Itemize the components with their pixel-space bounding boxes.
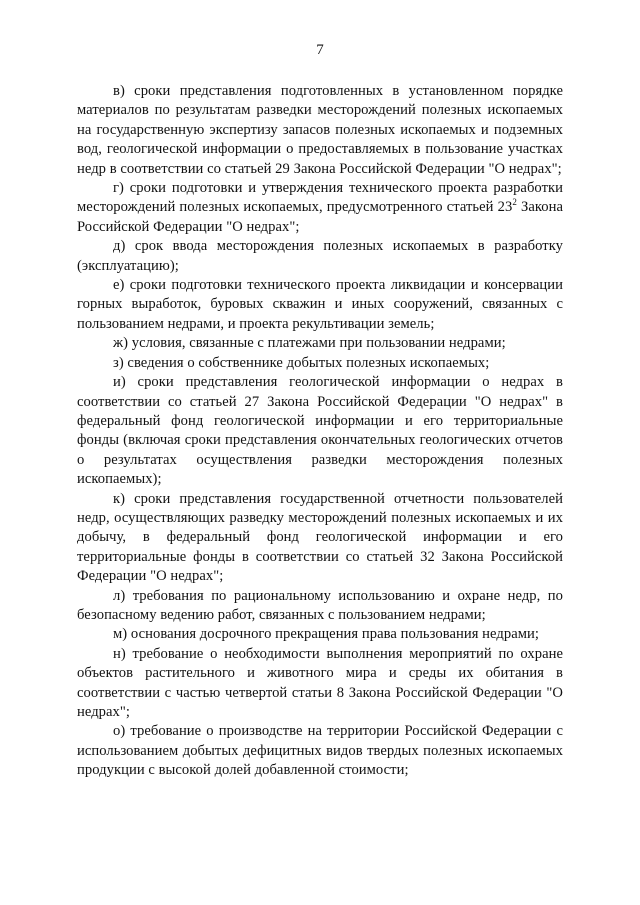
paragraph-o (77, 722, 563, 780)
paragraph-text: л) требования по рациональному использованию и охране недр, по безопасному ведению работ, связанных с пользованием недрами; (77, 587, 563, 623)
paragraph-g (77, 179, 563, 237)
paragraph-l (77, 587, 563, 626)
paragraph-text: ж) условия, связанные с платежами при пользовании недрами; (113, 335, 506, 352)
paragraph-text: е) сроки подготовки технического проекта ликвидации и консервации горных выработок, буровых скважин и иных сооружений, связанных с пользованием недрами, и проекта рекультивации земель; (77, 277, 563, 332)
paragraph-tail: Закона Российской Федерации "О недрах"; (77, 199, 563, 235)
paragraph-text: в) сроки представления подготовленных в установленном порядке материалов по результатам разведки месторождений полезных ископаемых на государственную экспертизу запасов полезных ископаемых и подземных вод, геологической информации о предоставляемых в пользование участках недр в соответствии со статьей 29 Закона Российской Федерации "О недрах"; (77, 83, 563, 177)
paragraph-v (77, 82, 563, 179)
paragraph-k (77, 490, 563, 587)
paragraph-text: д) срок ввода месторождения полезных ископаемых в разработку (эксплуатацию); (77, 238, 563, 274)
paragraph-text: г) сроки подготовки и утверждения технического проекта разработки месторождений полезных ископаемых, предусмотренного статьей 23 (77, 180, 563, 216)
paragraph-m (77, 625, 563, 644)
paragraph-text: к) сроки представления государственной отчетности пользователей недр, осуществляющих разведку месторождений полезных ископаемых и их добычу, в федеральный фонд геологической информации и его территориальные фонды в соответствии со статьей 32 Закона Российской Федерации "О недрах"; (77, 490, 563, 585)
page-number: 7 (316, 42, 324, 58)
paragraph-z (77, 354, 563, 373)
paragraph-text: и) сроки представления геологической информации о недрах в соответствии со статьей 27 Закона Российской Федерации "О недрах" в федеральный фонд геологической информации и его территориальные фонды (включая сроки представления окончательных геологических отчетов о результатах осуществления разведки месторождения полезных ископаемых); (77, 374, 563, 488)
paragraph-i (77, 373, 563, 489)
paragraph-text: н) требование о необходимости выполнения мероприятий по охране объектов растительного и животного мира и среды их обитания в соответствии с частью четвертой статьи 8 Закона Российской Федерации "О недрах"; (77, 645, 563, 720)
paragraph-text: м) основания досрочного прекращения права пользования недрами; (113, 626, 539, 643)
paragraph-d (77, 237, 563, 276)
paragraph-text: о) требование о производстве на территории Российской Федерации с использованием добытых дефицитных видов твердых полезных ископаемых продукции с высокой долей добавленной стоимости; (77, 723, 563, 779)
superscript: 2 (512, 197, 517, 208)
paragraph-e (77, 276, 563, 334)
paragraph-n (77, 645, 563, 723)
paragraph-text: з) сведения о собственнике добытых полезных ископаемых; (113, 354, 490, 371)
document-body (77, 82, 563, 781)
paragraph-zh (77, 334, 563, 353)
